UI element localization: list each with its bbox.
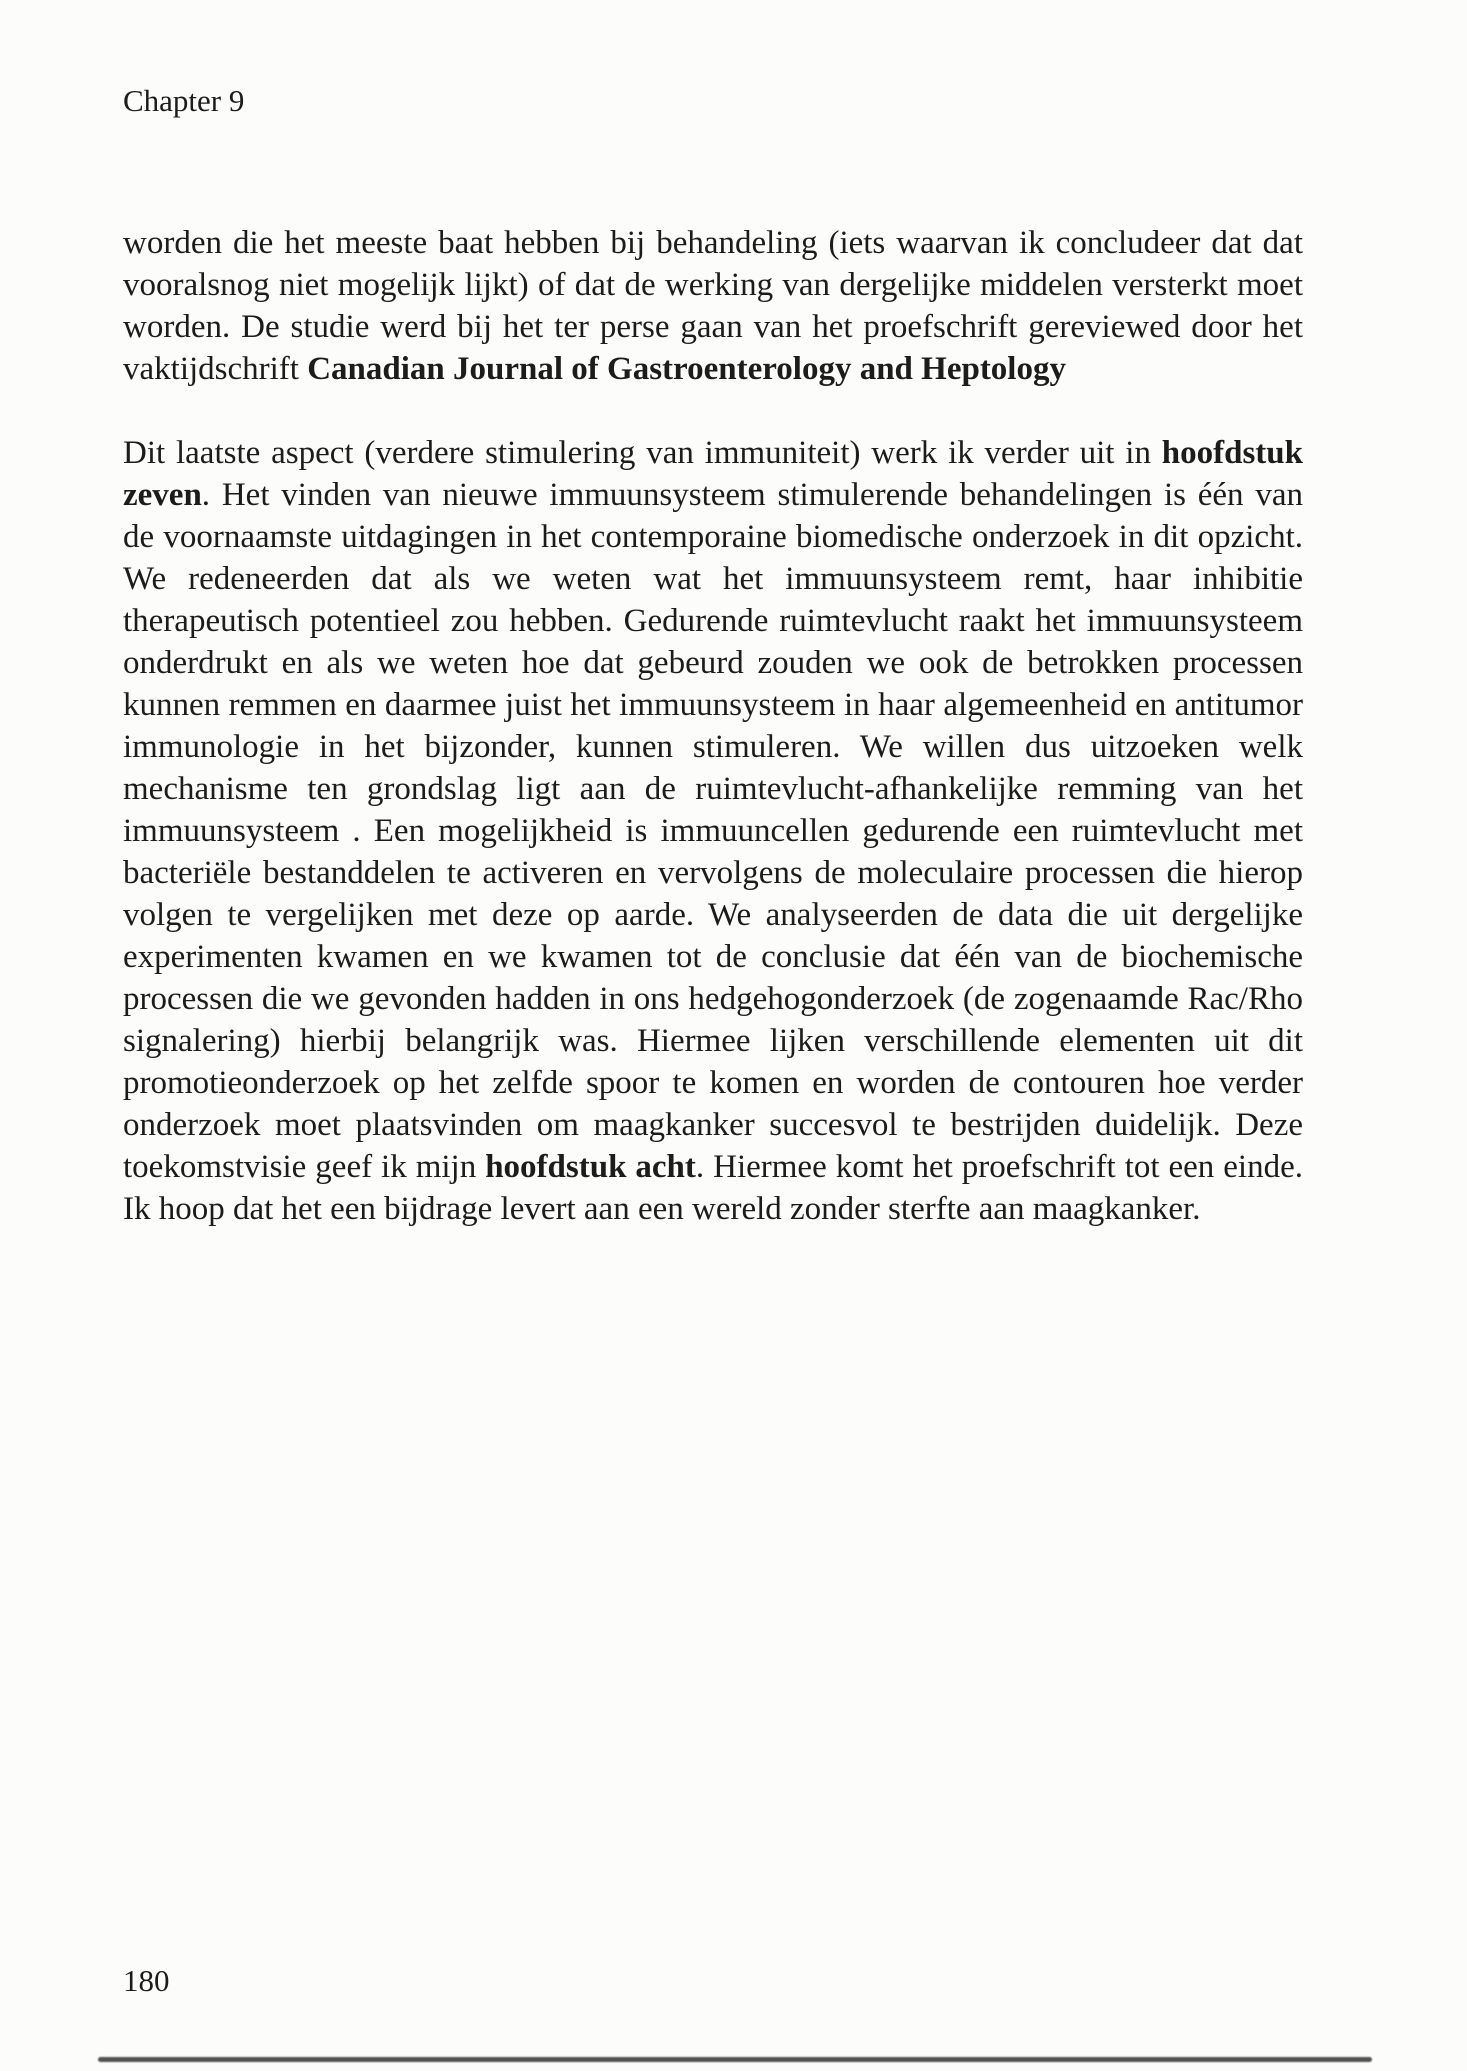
text-segment: . Het vinden van nieuwe immuunsysteem stimulerende behandelingen is één van de voornaamste uitdagingen in het contemporaine biomedische onderzoek in dit opzicht. We redeneerden dat als we weten wat het immuunsysteem remt, haar inhibitie therapeutisch potentieel zou hebben. Gedurende ruimtevlucht raakt het immuunsysteem onderdrukt en als we weten hoe dat gebeurd zouden we ook de betrokken processen kunnen remmen en daarmee juist het immuunsysteem in haar algemeenheid en antitumor immunologie in het bijzonder, kunnen stimuleren. We willen dus uitzoeken welk mechanisme ten grondslag ligt aan de ruimtevlucht-afhankelijke remming van het immuunsysteem . Een mogelijkheid is immuuncellen gedurende een ruimtevlucht met bacteriële bestanddelen te activeren en vervolgens de moleculaire processen die hierop volgen te vergelijken met deze op aarde. We analyseerden de data die uit dergelijke experimenten kwamen en we kwamen tot de conclusie dat één van de biochemische processen die we gevonden hadden in ons hedgehogonderzoek (de zogenaamde Rac/Rho signalering) hierbij belangrijk was. Hiermee lijken verschillende elementen uit dit promotieonderzoek op het zelfde spoor te komen en worden de contouren hoe verder onderzoek moet plaatsvinden om maagkanker succesvol te bestrijden duidelijk. Deze toekomstvisie geef ik mijn [123,477,1303,1185]
bold-text-segment: hoofdstuk acht [485,1149,696,1185]
bold-text-segment: Canadian Journal of Gastroenterology and Heptology [307,351,1066,387]
text-segment: Dit laatste aspect (verdere stimulering van immuniteit) werk ik verder uit in [123,435,1162,471]
text-segment: . Hiermee komt het proefschrift tot een einde. Ik hoop dat het een bijdrage levert aan een wereld zonder sterfte aan maagkanker. [123,1149,1303,1227]
chapter-header: Chapter 9 [123,83,245,118]
bold-text-segment: hoofdstuk zeven [123,435,1303,513]
scan-edge-artifact [98,2057,1372,2062]
page-number: 180 [123,1963,170,1998]
text-segment: worden die het meeste baat hebben bij behandeling (iets waarvan ik concludeer dat dat vooralsnog niet mogelijk lijkt) of dat de werking van dergelijke middelen versterkt moet worden. De studie werd bij het ter perse gaan van het proefschrift gereviewed door het vaktijdschrift [123,225,1303,387]
paragraph [123,432,1303,1230]
paragraph [123,222,1303,390]
body-text [123,222,1303,1272]
